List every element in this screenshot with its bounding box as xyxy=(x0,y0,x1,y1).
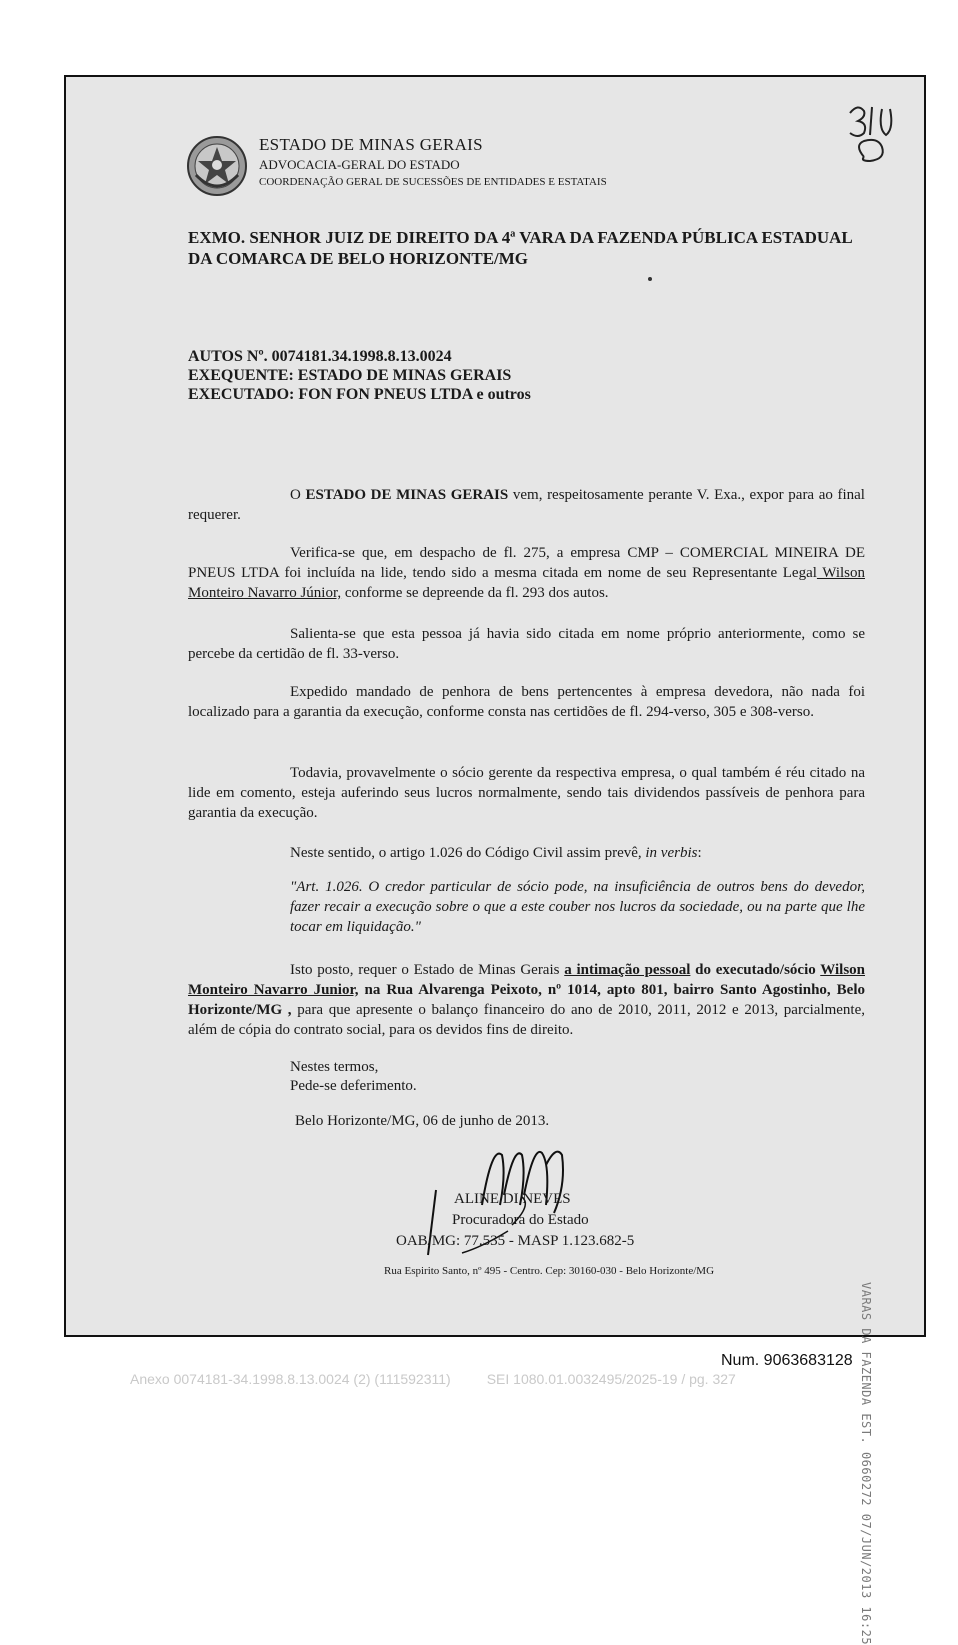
paragraph-neste-sentido: Neste sentido, o artigo 1.026 do Código Civil assim prevê, in verbis: xyxy=(290,845,702,861)
addressee-line-1: EXMO. SENHOR JUIZ DE DIREITO DA 4ª VARA DA FAZENDA PÚBLICA ESTADUAL xyxy=(188,228,853,247)
paragraph-intro: O ESTADO DE MINAS GERAIS vem, respeitosamente perante V. Exa., expor para ao final requerer. xyxy=(188,487,865,523)
document-date: Belo Horizonte/MG, 06 de junho de 2013. xyxy=(295,1113,550,1129)
signatory-ids: OAB/MG: 77.535 - MASP 1.123.682-5 xyxy=(396,1233,635,1249)
footer-address: Rua Espirito Santo, nº 495 - Centro. Cep: 30160-030 - Belo Horizonte/MG xyxy=(384,1265,715,1277)
signatory-role: Procuradora do Estado xyxy=(452,1212,589,1228)
case-number: AUTOS Nº. 0074181.34.1998.8.13.0024 xyxy=(188,348,452,365)
paragraph-expedido: Expedido mandado de penhora de bens pertencentes à empresa devedora, não nada foi localizado para a garantia da execução, conforme consta nas certidões de fl. 294-verso, 305 e 308-verso. xyxy=(188,684,865,720)
letterhead-coordination: COORDENAÇÃO GERAL DE SUCESSÕES DE ENTIDADES E ESTATAIS xyxy=(259,176,607,188)
footer-anexo: Anexo 0074181-34.1998.8.13.0024 (2) (111592311) xyxy=(130,1371,451,1387)
closing xyxy=(290,1058,417,1096)
paragraph-todavia: Todavia, provavelmente o sócio gerente da respectiva empresa, o qual também é réu citado na lide em comento, esteja auferindo seus lucros normalmente, sendo tais dividendos passíveis de penhora para garantia da execução. xyxy=(188,765,865,821)
case-plaintiff: EXEQUENTE: ESTADO DE MINAS GERAIS xyxy=(188,367,512,384)
letterhead-agency: ADVOCACIA-GERAL DO ESTADO xyxy=(259,157,460,172)
page-footer xyxy=(130,1371,736,1387)
document-num: Num. 9063683128 xyxy=(721,1352,853,1369)
handwritten-page-number xyxy=(844,99,904,169)
paragraph-request: Isto posto, requer o Estado de Minas Gerais a intimação pessoal do executado/sócio Wilson Monteiro Navarro Junior, na Rua Alvarenga Peixoto, nº 1014, apto 801, bairro Santo Agostinho, Belo Horizonte/MG , para que apresente o balanço financeiro do ano de 2010, 2011, 2012 e 2013, parcialmente, além de cópia do contrato social, para os devidos fins de direito. xyxy=(188,962,865,1038)
letterhead-state: ESTADO DE MINAS GERAIS xyxy=(259,135,483,154)
case-defendant: EXECUTADO: FON FON PNEUS LTDA e outros xyxy=(188,386,531,403)
paragraph-verifica: Verifica-se que, em despacho de fl. 275, a empresa CMP – COMERCIAL MINEIRA DE PNEUS LTDA foi incluída na lide, tendo sido a mesma citada em nome de seu Representante Legal Wilson Monteiro Navarro Júnior, conforme se depreende da fl. 293 dos autos. xyxy=(188,545,865,601)
legal-quote: "Art. 1.026. O credor particular de sócio pode, na insuficiência de outros bens do devedor, fazer recair a execução sobre o que a este couber nos lucros da sociedade, ou na parte que lhe tocar em liquidação." xyxy=(290,879,865,935)
stray-mark xyxy=(648,277,652,281)
closing-line-2: Pede-se deferimento. xyxy=(290,1078,417,1094)
signatory-name: ALINE DI NEVES xyxy=(454,1191,571,1207)
addressee-line-2: DA COMARCA DE BELO HORIZONTE/MG xyxy=(188,249,529,268)
state-coat-of-arms-icon xyxy=(186,135,248,197)
footer-sei: SEI 1080.01.0032495/2025-19 / pg. 327 xyxy=(486,1371,736,1387)
closing-line-1: Nestes termos, xyxy=(290,1059,379,1075)
case-identification xyxy=(188,347,531,404)
partner-name: Wilson Monteiro Navarro Junior, xyxy=(188,962,865,998)
reception-stamp: VARAS DA FAZENDA EST. 0660272 07/JUN/2013 16:25 xyxy=(859,1282,873,1645)
representative-name: Wilson Monteiro Navarro Júnior, xyxy=(188,565,865,601)
paragraph-salienta: Salienta-se que esta pessoa já havia sido citada em nome próprio anteriormente, como se percebe da certidão de fl. 33-verso. xyxy=(188,626,865,662)
addressee-heading xyxy=(188,227,878,269)
